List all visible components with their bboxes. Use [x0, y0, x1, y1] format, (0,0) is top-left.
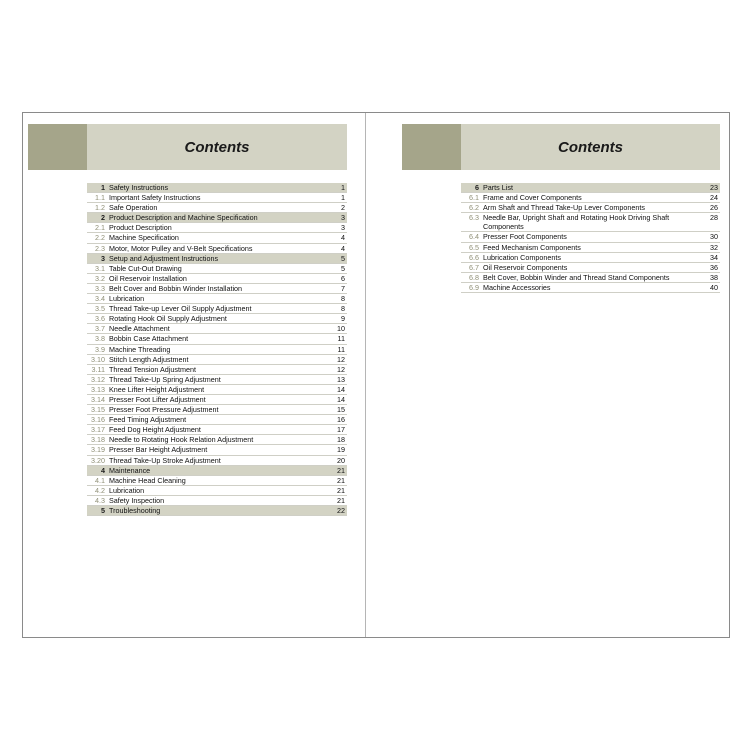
toc-entry-page: 12	[337, 364, 345, 374]
toc-entry-row	[461, 203, 720, 213]
toc-entry-row	[87, 385, 347, 395]
toc-entry-number: 3.6	[95, 314, 105, 324]
toc-entry-page: 38	[710, 272, 718, 282]
toc-entry-row	[87, 486, 347, 496]
toc-entry-page: 15	[337, 405, 345, 415]
toc-entry-page: 21	[337, 495, 345, 505]
toc-entry-number: 3.18	[91, 435, 105, 445]
toc-entry-title: Frame and Cover Components	[483, 193, 582, 203]
toc-entry-page: 1	[341, 183, 345, 192]
toc-entry-page: 10	[337, 324, 345, 334]
toc-entry-number: 2	[101, 213, 105, 223]
left-page-title: Contents	[87, 124, 347, 170]
toc-entry-number: 6.5	[469, 242, 479, 252]
toc-entry-row	[87, 244, 347, 254]
toc-entry-page: 30	[710, 232, 718, 242]
toc-entry-page: 2	[341, 203, 345, 213]
toc-entry-title: Safe Operation	[109, 203, 158, 213]
toc-entry-row	[461, 243, 720, 253]
toc-entry-title: Table Cut-Out Drawing	[109, 263, 182, 273]
toc-entry-title: Thread Tension Adjustment	[109, 364, 196, 374]
toc-entry-row	[461, 193, 720, 203]
toc-entry-row	[87, 425, 347, 435]
toc-entry-row	[461, 273, 720, 283]
toc-entry-number: 3.11	[91, 364, 105, 374]
toc-entry-number: 1.1	[95, 193, 105, 203]
toc-entry-title: Machine Accessories	[483, 282, 551, 292]
toc-entry-row	[87, 395, 347, 405]
toc-entry-page: 8	[341, 294, 345, 304]
right-header	[402, 124, 720, 170]
toc-entry-page: 21	[337, 475, 345, 485]
toc-entry-title: Machine Specification	[109, 233, 179, 243]
toc-entry-title: Needle Bar, Upright Shaft and Rotating Hook Driving Shaft Components	[483, 213, 670, 232]
toc-section-row	[87, 183, 347, 193]
toc-entry-title: Safety Inspection	[109, 495, 165, 505]
toc-entry-number: 3.17	[91, 425, 105, 435]
toc-entry-page: 21	[337, 485, 345, 495]
toc-entry-title: Troubleshooting	[109, 506, 161, 515]
toc-entry-row	[87, 445, 347, 455]
toc-entry-number: 3.14	[91, 394, 105, 404]
toc-entry-title: Feed Timing Adjustment	[109, 415, 187, 425]
toc-entry-title: Belt Cover and Bobbin Winder Installation	[109, 283, 243, 293]
toc-entry-row	[87, 193, 347, 203]
toc-entry-title: Oil Reservoir Components	[483, 262, 568, 272]
toc-entry-page: 6	[341, 273, 345, 283]
toc-entry-row	[87, 456, 347, 466]
toc-entry-title: Safety Instructions	[109, 183, 169, 192]
toc-entry-page: 36	[710, 262, 718, 272]
toc-entry-page: 18	[337, 435, 345, 445]
toc-entry-title: Presser Bar Height Adjustment	[109, 445, 208, 455]
toc-entry-row	[87, 233, 347, 243]
toc-entry-title: Presser Foot Pressure Adjustment	[109, 405, 219, 415]
toc-entry-page: 5	[341, 253, 345, 263]
toc-section-row	[87, 466, 347, 476]
toc-entry-number: 6.4	[469, 232, 479, 242]
toc-entry-number: 6.6	[469, 252, 479, 262]
toc-entry-row	[87, 496, 347, 506]
toc-entry-row	[87, 375, 347, 385]
toc-entry-row	[461, 263, 720, 273]
toc-entry-row	[461, 253, 720, 263]
toc-entry-title: Thread Take-Up Stroke Adjustment	[109, 455, 221, 465]
toc-entry-title: Needle Attachment	[109, 324, 170, 334]
toc-entry-row	[87, 304, 347, 314]
toc-entry-title: Important Safety Instructions	[109, 193, 201, 203]
toc-entry-title: Stitch Length Adjustment	[109, 354, 189, 364]
toc-entry-page: 5	[341, 263, 345, 273]
toc-entry-number: 2.3	[95, 243, 105, 253]
toc-entry-row	[87, 284, 347, 294]
toc-entry-page: 40	[710, 282, 718, 292]
toc-entry-page: 11	[337, 334, 345, 344]
toc-entry-page: 4	[341, 233, 345, 243]
toc-entry-title: Thread Take-Up Spring Adjustment	[109, 374, 221, 384]
toc-entry-number: 3.20	[91, 455, 105, 465]
toc-entry-title: Oil Reservoir Installation	[109, 273, 187, 283]
toc-entry-number: 3.5	[95, 304, 105, 314]
toc-entry-title: Motor, Motor Pulley and V-Belt Specifications	[109, 243, 253, 253]
toc-entry-page: 4	[341, 243, 345, 253]
toc-entry-page: 3	[341, 213, 345, 223]
toc-entry-number: 6.9	[469, 282, 479, 292]
toc-entry-number: 6	[475, 183, 479, 192]
toc-entry-page: 20	[337, 455, 345, 465]
toc-entry-page: 21	[337, 465, 345, 475]
toc-entry-page: 24	[710, 193, 718, 203]
toc-entry-number: 5	[101, 506, 105, 515]
toc-entry-number: 4.2	[95, 485, 105, 495]
toc-entry-number: 6.3	[469, 213, 479, 223]
toc-entry-number: 3.13	[91, 384, 105, 394]
toc-entry-title: Feed Mechanism Components	[483, 242, 581, 252]
toc-entry-page: 16	[337, 415, 345, 425]
toc-entry-page: 34	[710, 252, 718, 262]
toc-entry-number: 3.19	[91, 445, 105, 455]
toc-entry-row	[87, 324, 347, 334]
toc-entry-page: 14	[337, 394, 345, 404]
toc-entry-row	[87, 223, 347, 233]
toc-entry-number: 3.9	[95, 344, 105, 354]
left-toc	[87, 183, 347, 516]
toc-section-row	[461, 183, 720, 193]
toc-entry-number: 6.7	[469, 262, 479, 272]
toc-entry-row	[87, 334, 347, 344]
toc-entry-number: 1.2	[95, 203, 105, 213]
toc-entry-title: Lubrication	[109, 294, 145, 304]
toc-entry-title: Belt Cover, Bobbin Winder and Thread Stand Components	[483, 272, 670, 282]
toc-entry-title: Product Description and Machine Specification	[109, 213, 258, 223]
toc-entry-row	[87, 415, 347, 425]
header-color-block	[402, 124, 461, 170]
toc-entry-page: 22	[337, 506, 345, 515]
toc-entry-row	[87, 405, 347, 415]
toc-entry-title: Knee Lifter Height Adjustment	[109, 384, 205, 394]
toc-entry-number: 3.2	[95, 273, 105, 283]
toc-entry-page: 12	[337, 354, 345, 364]
right-toc	[461, 183, 720, 293]
toc-entry-number: 4.3	[95, 495, 105, 505]
toc-entry-row	[87, 274, 347, 284]
toc-entry-number: 3.4	[95, 294, 105, 304]
toc-entry-title: Setup and Adjustment Instructions	[109, 253, 219, 263]
toc-entry-number: 2.1	[95, 223, 105, 233]
toc-entry-number: 6.2	[469, 203, 479, 213]
toc-entry-page: 8	[341, 304, 345, 314]
toc-entry-number: 3.15	[91, 405, 105, 415]
toc-entry-row	[461, 283, 720, 293]
toc-entry-title: Lubrication	[109, 485, 145, 495]
header-color-block	[28, 124, 87, 170]
toc-entry-row	[87, 314, 347, 324]
toc-entry-number: 4.1	[95, 475, 105, 485]
toc-entry-title: Bobbin Case Attachment	[109, 334, 189, 344]
toc-entry-number: 3.8	[95, 334, 105, 344]
toc-entry-number: 1	[101, 183, 105, 192]
toc-entry-row	[87, 435, 347, 445]
toc-entry-page: 1	[341, 193, 345, 203]
toc-entry-row	[87, 294, 347, 304]
toc-entry-row	[87, 203, 347, 213]
toc-section-row	[87, 254, 347, 264]
toc-entry-page: 9	[341, 314, 345, 324]
toc-entry-title: Machine Head Cleaning	[109, 475, 186, 485]
toc-entry-number: 3.10	[91, 354, 105, 364]
toc-entry-row	[87, 264, 347, 274]
toc-entry-title: Rotating Hook Oil Supply Adjustment	[109, 314, 227, 324]
toc-entry-number: 3.12	[91, 374, 105, 384]
toc-entry-page: 28	[710, 213, 718, 223]
toc-entry-title: Presser Foot Components	[483, 232, 567, 242]
toc-entry-page: 32	[710, 242, 718, 252]
toc-entry-title: Feed Dog Height Adjustment	[109, 425, 201, 435]
toc-entry-page: 17	[337, 425, 345, 435]
toc-entry-page: 13	[337, 374, 345, 384]
toc-entry-page: 14	[337, 384, 345, 394]
toc-entry-number: 6.8	[469, 272, 479, 282]
manual-spread	[22, 112, 730, 638]
toc-entry-title: Machine Threading	[109, 344, 171, 354]
toc-entry-row	[87, 365, 347, 375]
left-header	[28, 124, 347, 170]
toc-entry-number: 3.1	[95, 263, 105, 273]
toc-section-row	[87, 506, 347, 516]
toc-entry-number: 2.2	[95, 233, 105, 243]
toc-entry-page: 7	[341, 283, 345, 293]
toc-entry-page: 19	[337, 445, 345, 455]
toc-entry-number: 6.1	[469, 193, 479, 203]
toc-entry-number: 3.16	[91, 415, 105, 425]
toc-entry-page: 11	[337, 344, 345, 354]
toc-entry-page: 23	[710, 183, 718, 192]
toc-entry-row	[87, 476, 347, 486]
toc-entry-title: Thread Take-up Lever Oil Supply Adjustment	[109, 304, 252, 314]
right-page	[366, 113, 729, 637]
toc-entry-title: Needle to Rotating Hook Relation Adjustment	[109, 435, 254, 445]
left-page	[23, 113, 365, 637]
toc-entry-row	[461, 232, 720, 242]
toc-entry-number: 3	[101, 253, 105, 263]
toc-entry-title: Arm Shaft and Thread Take-Up Lever Components	[483, 203, 645, 213]
toc-section-row	[87, 213, 347, 223]
toc-entry-number: 3.7	[95, 324, 105, 334]
toc-entry-title: Lubrication Components	[483, 252, 561, 262]
toc-entry-title: Parts List	[483, 183, 513, 192]
toc-entry-page: 3	[341, 223, 345, 233]
toc-entry-page: 26	[710, 203, 718, 213]
toc-entry-title: Maintenance	[109, 465, 151, 475]
toc-entry-number: 3.3	[95, 283, 105, 293]
toc-entry-row	[87, 345, 347, 355]
toc-entry-number: 4	[101, 465, 105, 475]
toc-entry-title: Product Description	[109, 223, 172, 233]
toc-entry-title: Presser Foot Lifter Adjustment	[109, 394, 206, 404]
toc-entry-row	[87, 355, 347, 365]
toc-entry-row	[461, 213, 720, 232]
right-page-title: Contents	[461, 124, 720, 170]
